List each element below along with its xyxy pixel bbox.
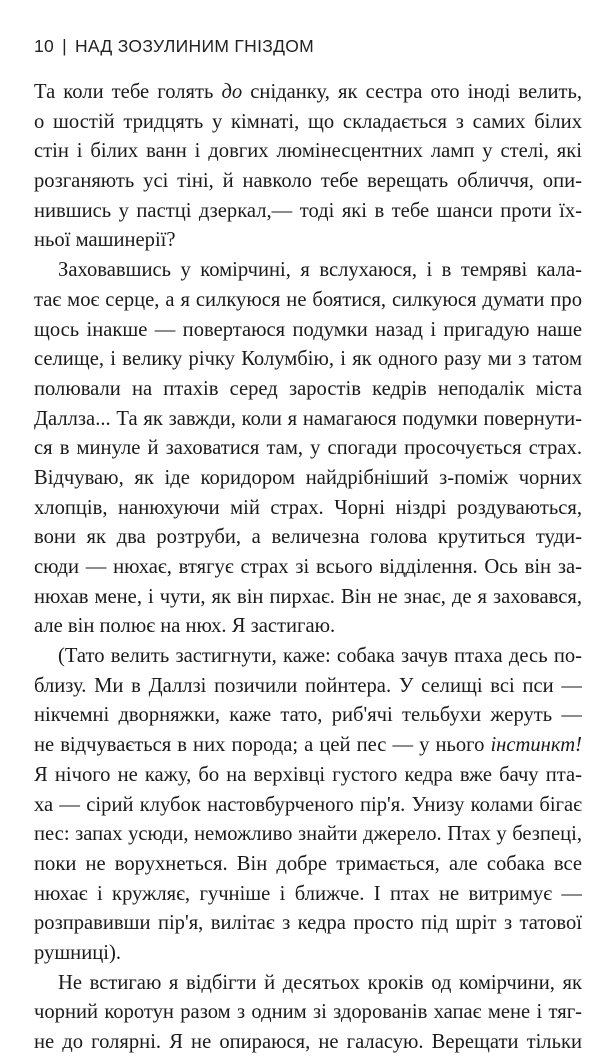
italic-word: до — [221, 81, 243, 103]
text-line: Та коли тебе голять до сніданку, як сестра ото іноді велить, — [34, 81, 583, 103]
text-line: щось інакше — повертаюся подумки назад і пригадую наше — [34, 318, 582, 341]
text-line: нившись у пастці дзеркал,— тоді які в тебе шанси проти їх- — [34, 199, 582, 222]
paragraph-1 — [34, 78, 582, 256]
running-header — [34, 36, 314, 57]
text-line: не до голярні. Я не опираюся, не галасую. Верещати тільки — [34, 1031, 582, 1053]
text-line: пес: запах усюди, неможливо знайти джерело. Птах у безпеці, — [34, 823, 582, 846]
text-line: (Тато велить застигнути, каже: собака зачув птаха десь по- — [58, 645, 582, 668]
text-line: хлопців, нанюхуючи мій страх. Чорні ніздрі роздуваються, — [34, 496, 582, 519]
text-line: ха — сірий клубок настовбурченого пір'я. Унизу колами бігає — [34, 793, 582, 816]
text-line: нікчемні дворняжки, каже тато, риб'ячі тельбухи жеруть — — [34, 704, 582, 727]
text-line: близу. Ми в Даллзі позичили пойнтера. У селищі всі пси — — [34, 674, 582, 697]
text-line: Не встигаю я відбігти й десятьох кроків од комірчини, як — [58, 971, 582, 994]
text-line: рушниці). — [34, 941, 121, 964]
text-line: нюхав мене, і чути, як він пирхає. Він не знає, де я заховався, — [34, 585, 582, 608]
text-line: Я нічого не кажу, бо на верхівці густого кедра вже бачу пта- — [34, 763, 582, 786]
text-line: чорний коротун разом з одним зі здорованів хапає мене і тяг- — [34, 1001, 582, 1024]
text-line: сюди — нюхає, втягує страх зі всього відділення. Ось він за- — [34, 556, 582, 578]
italic-word: інстинкт! — [490, 734, 582, 757]
text-line: розправивши пір'я, вилітає з кедра просто під шріт з татової — [34, 912, 582, 935]
paragraph-4 — [34, 969, 582, 1058]
paragraph-2 — [34, 256, 582, 642]
text-line: ся в минуле й заховатися там, у спогади просочується страх. — [34, 437, 582, 460]
page-number: 10 — [34, 36, 55, 56]
text-line: стін і білих ванн і довгих люмінесцентних ламп у стелі, які — [34, 140, 582, 163]
text-line: Відчуваю, як іде коридором найдрібніший з-поміж чорних — [34, 466, 582, 489]
text-line: розганяють усі тіні, й навколо тебе верещать обличчя, опи- — [34, 170, 582, 193]
book-title: НАД ЗОЗУЛИНИМ ГНІЗДОМ — [74, 36, 315, 56]
text-line: вони як два розтруби, а величезна голова крутиться туди- — [34, 526, 582, 549]
text-line: Заховавшись у комірчині, я вслухаюся, і в темряві кала- — [58, 259, 582, 282]
text-line: нюхає і кружляє, гучніше і ближче. І птах не витримує — — [34, 882, 582, 905]
body-text — [34, 78, 582, 1058]
text-line: селище, і велику річку Колумбію, і як одного разу ми з татом — [34, 348, 582, 371]
text-line: Даллза... Та як завжди, коли я намагаюся подумки повернути- — [34, 407, 582, 430]
text-line: о шостій тридцять у кімнаті, що складається з самих білих — [34, 110, 582, 133]
header-separator: | — [62, 36, 67, 56]
text-line: поки не ворухнеться. Він добре тримається, але собака все — [34, 852, 582, 875]
text-line: тає моє серце, а я силкуюся не боятися, силкуюся думати про — [34, 288, 582, 311]
paragraph-3 — [34, 642, 582, 969]
text-line: полювали на птахів серед заростів кедрів неподалік міста — [34, 377, 582, 400]
text-line: ньої машинерії? — [34, 229, 176, 252]
text-line: не відчувається в них порода; а цей пес — у нього інстинкт! — [34, 734, 582, 757]
text-line: але він полює на нюх. Я застигаю. — [34, 615, 336, 638]
